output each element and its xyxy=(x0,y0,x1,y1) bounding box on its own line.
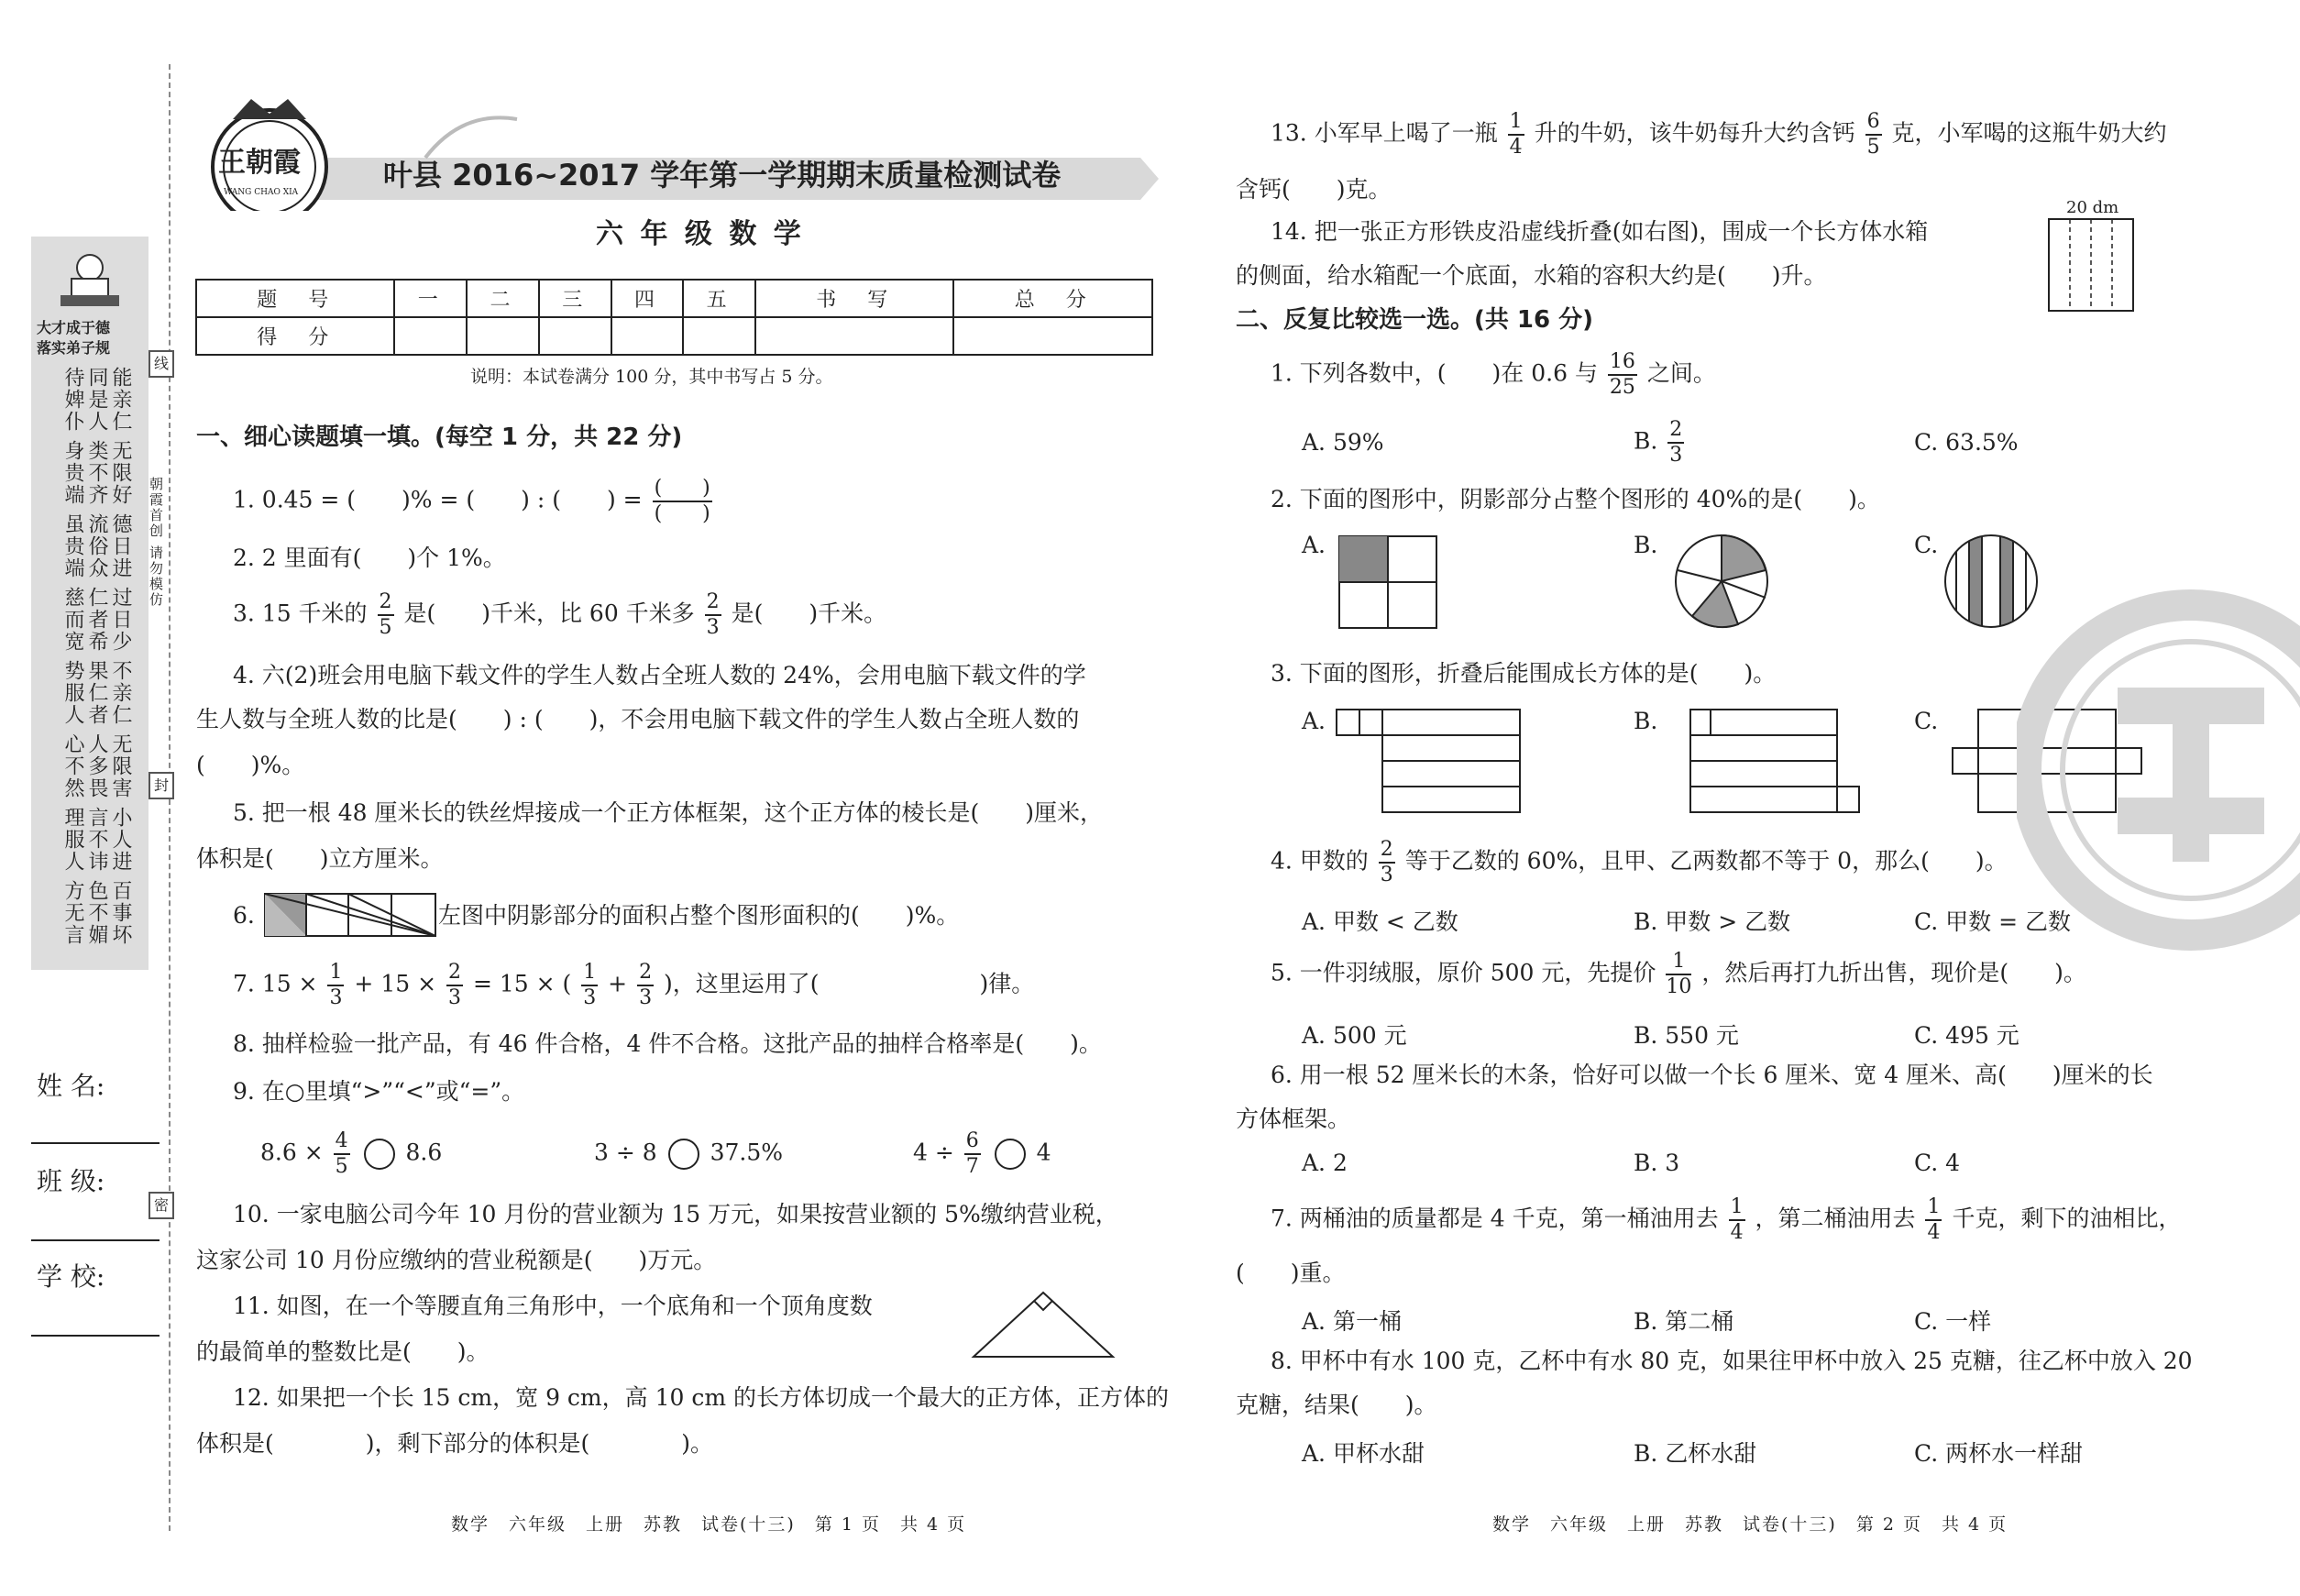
score-cell[interactable] xyxy=(611,317,684,355)
q2-1-option-c[interactable]: C. 63.5% xyxy=(1914,429,2019,456)
q2-1-option-a[interactable]: A. 59% xyxy=(1302,429,1384,456)
frac-denominator: 25 xyxy=(1609,376,1635,399)
frac-denominator: ( ) xyxy=(654,502,710,525)
q2-5-option-a[interactable]: A. 500 元 xyxy=(1302,1022,1407,1049)
frac-denominator: 3 xyxy=(1669,444,1683,467)
score-table-header-row xyxy=(196,280,1152,317)
compare-circle[interactable] xyxy=(995,1139,1026,1170)
q1-10-line2: 这家公司 10 月份应缴纳的营业税额是( )万元。 xyxy=(196,1247,717,1273)
q2-6-option-c[interactable]: C. 4 xyxy=(1914,1150,1961,1176)
q1-3 xyxy=(233,592,886,638)
q2-7-line2: ( )重。 xyxy=(1236,1260,1346,1286)
score-table-header-cell: 三 xyxy=(539,280,611,317)
compare-circle[interactable] xyxy=(364,1139,395,1170)
exam-note: 说明：本试卷满分 100 分，其中书写占 5 分。 xyxy=(470,367,833,387)
q2-7-b: ，第二桶油用去 xyxy=(1755,1205,1916,1232)
seal-box-3: 密 xyxy=(149,1192,174,1219)
q1-7-d: + xyxy=(608,970,628,997)
sidebar-rule-text: 色不媚 xyxy=(85,880,108,946)
seal-box-1: 线 xyxy=(149,350,174,378)
sidebar-rule-text: 势服人 xyxy=(61,660,84,726)
frac-numerator: 2 xyxy=(1379,840,1395,864)
frac-numerator: ( ) xyxy=(653,479,712,502)
sidebar-rule-text: 慈而宽 xyxy=(61,587,84,653)
fraction-2-3 xyxy=(1667,420,1684,466)
frac-denominator: 5 xyxy=(379,616,392,639)
score-table-score-row xyxy=(196,317,1152,355)
sidebar-rule-text: 小人进 xyxy=(109,807,132,873)
q2-8-option-c[interactable]: C. 两杯水一样甜 xyxy=(1914,1440,2084,1467)
sidebar-rule-text: 能亲仁 xyxy=(109,367,132,433)
sidebar-rule-text: 百事坏 xyxy=(109,880,132,946)
q1-7-e: )，这里运用了( )律。 xyxy=(664,970,1035,997)
cuboid-net-a-figure xyxy=(1335,708,1527,814)
motto-2: 落实弟子规 xyxy=(37,339,111,357)
q1-1 xyxy=(233,479,715,524)
score-table xyxy=(195,279,1153,356)
sidebar-rule-text: 流俗众 xyxy=(85,513,108,579)
q2-2-option-a[interactable]: A. xyxy=(1302,532,1326,558)
q1-7-b: + 15 × xyxy=(354,970,437,997)
section1-heading: 一、细心读题填一填。(每空 1 分，共 22 分) xyxy=(196,424,683,451)
fraction-2-3 xyxy=(637,963,654,1008)
compare-circle[interactable] xyxy=(668,1139,699,1170)
frac-denominator: 3 xyxy=(706,616,720,639)
score-cell[interactable] xyxy=(683,317,755,355)
frac-denominator: 3 xyxy=(1380,864,1393,886)
frac-numerator: 1 xyxy=(1508,112,1524,136)
q2-5-a: 5. 一件羽绒服，原价 500 元，先提价 xyxy=(1271,959,1656,986)
q2-3-option-c[interactable]: C. xyxy=(1914,708,1939,734)
footer-page1: 数学 六年级 上册 苏教 试卷(十三) 第 1 页 共 4 页 xyxy=(451,1514,967,1535)
q1-14-line2: 的侧面，给水箱配一个底面，水箱的容积大约是( )升。 xyxy=(1236,262,1827,289)
score-table-header-cell: 总 分 xyxy=(953,280,1152,317)
fraction-1-3 xyxy=(327,963,344,1008)
q1-2: 2. 2 里面有( )个 1%。 xyxy=(233,545,506,571)
sidebar-rule-text: 仁者希 xyxy=(85,587,108,653)
score-table-header-cell: 题 号 xyxy=(196,280,394,317)
q1-6-text: 左图中阴影部分的面积占整个图形面积的( )%。 xyxy=(438,902,960,929)
frac-denominator: 5 xyxy=(1866,136,1880,159)
class-label: 班 级: xyxy=(37,1166,105,1196)
frac-numerator: 16 xyxy=(1608,352,1637,376)
q2-7-c: 千克，剩下的油相比， xyxy=(1952,1205,2182,1232)
q2-8-option-a[interactable]: A. 甲杯水甜 xyxy=(1302,1440,1425,1467)
option-letter: B. xyxy=(1634,427,1658,455)
sidebar-rule-text: 不亲仁 xyxy=(109,660,132,726)
frac-denominator: 7 xyxy=(965,1155,979,1178)
score-cell[interactable] xyxy=(394,317,467,355)
sidebar-rule-text: 待婢仆 xyxy=(61,367,84,433)
q2-4-option-a[interactable]: A. 甲数 < 乙数 xyxy=(1302,908,1458,935)
copyright-note: 朝霞首创 请勿模仿 xyxy=(148,477,164,608)
logo-text: 王朝霞 xyxy=(218,147,301,179)
sidebar-rule-text: 果仁者 xyxy=(85,660,108,726)
q2-8-line1: 8. 甲杯中有水 100 克，乙杯中有水 80 克，如果往甲杯中放入 25 克糖，往乙杯中放入 20 xyxy=(1271,1348,2193,1374)
frac-numerator: 2 xyxy=(378,592,394,616)
q2-8-line2: 克糖，结果( )。 xyxy=(1236,1392,1437,1418)
fraction-1-3 xyxy=(581,963,598,1008)
frac-denominator: 4 xyxy=(1927,1221,1941,1244)
q1-3-text-c: 是( )千米。 xyxy=(731,600,887,627)
section2-heading: 二、反复比较选一选。(共 16 分) xyxy=(1236,306,1594,334)
q2-1-option-b[interactable] xyxy=(1634,420,1687,466)
q2-6-line2: 方体框架。 xyxy=(1236,1106,1351,1132)
exam-subject: 六 年 级 数 学 xyxy=(596,218,805,250)
q1-13-line2: 含钙( )克。 xyxy=(1236,176,1392,203)
score-row-label: 得 分 xyxy=(196,317,394,355)
q2-1 xyxy=(1271,352,1716,398)
cuboid-net-b-figure xyxy=(1689,708,1863,814)
q13-a: 13. 小军早上喝了一瓶 xyxy=(1271,119,1498,147)
q2-2-option-b[interactable]: B. xyxy=(1634,532,1658,558)
q1-6-number: 6. xyxy=(233,902,255,929)
frac-denominator: 10 xyxy=(1666,975,1692,998)
frac-denominator: 3 xyxy=(583,986,597,1009)
q13-c: 克，小军喝的这瓶牛奶大约 xyxy=(1891,119,2167,147)
q2-6-option-b[interactable]: B. 3 xyxy=(1634,1150,1680,1176)
q1-4-line1: 4. 六(2)班会用电脑下载文件的学生人数占全班人数的 24%，会用电脑下载文件的学 xyxy=(233,662,1086,688)
score-cell[interactable] xyxy=(539,317,611,355)
fraction-2-3 xyxy=(446,963,463,1008)
score-table-header-cell: 四 xyxy=(611,280,684,317)
q2-3-option-a[interactable]: A. xyxy=(1302,708,1326,734)
sidebar-rule-text: 虽贵端 xyxy=(61,513,84,579)
sidebar-panel xyxy=(31,237,149,970)
q1-9: 9. 在○里填“>”“<”或“=”。 xyxy=(233,1078,525,1105)
frac-numerator: 4 xyxy=(334,1131,350,1155)
score-cell[interactable] xyxy=(467,317,539,355)
q1-11-line1: 11. 如图，在一个等腰直角三角形中，一个底角和一个顶角度数 xyxy=(233,1293,873,1319)
fraction-6-5 xyxy=(1865,112,1882,158)
frac-numerator: 1 xyxy=(1925,1197,1942,1221)
q2-5 xyxy=(1271,952,2086,997)
q1-7-a: 7. 15 × xyxy=(233,970,318,997)
q2-4-b: 等于乙数的 60%，且甲、乙两数都不等于 0，那么( )。 xyxy=(1404,847,2008,875)
q1-3-text-a: 3. 15 千米的 xyxy=(233,600,368,627)
q1-1-text: 1. 0.45 = ( )% = ( ) : ( ) = xyxy=(233,486,643,513)
isosceles-right-triangle-figure xyxy=(970,1287,1117,1360)
q9a-left: 8.6 × xyxy=(260,1139,324,1166)
q2-7-option-c[interactable]: C. 一样 xyxy=(1914,1308,1992,1335)
q1-5-line1: 5. 把一根 48 厘米长的铁丝焊接成一个正方体框架，这个正方体的棱长是( )厘米， xyxy=(233,799,1104,826)
q2-3-option-b[interactable]: B. xyxy=(1634,708,1658,734)
q2-1-a: 1. 下列各数中，( )在 0.6 与 xyxy=(1271,359,1598,387)
school-input-line[interactable] xyxy=(31,1335,160,1337)
frac-denominator: 4 xyxy=(1509,136,1523,159)
q9b-left: 3 ÷ 8 xyxy=(594,1139,657,1166)
q1-11-line2: 的最简单的整数比是( )。 xyxy=(196,1338,490,1365)
q14-folding-sheet-figure xyxy=(2048,218,2134,312)
footer-page2: 数学 六年级 上册 苏教 试卷(十三) 第 2 页 共 4 页 xyxy=(1492,1514,2008,1535)
sidebar-rule-text: 心不然 xyxy=(61,733,84,799)
frac-denominator: 4 xyxy=(1730,1221,1744,1244)
frac-numerator: 6 xyxy=(1865,112,1882,136)
frac-numerator: 2 xyxy=(446,963,463,986)
score-table-header-cell: 五 xyxy=(683,280,755,317)
score-cell[interactable] xyxy=(755,317,953,355)
frac-numerator: 6 xyxy=(964,1131,981,1155)
q2-5-b: ，然后再打九折出售，现价是( )。 xyxy=(1701,959,2086,986)
sidebar-rule-text: 类不齐 xyxy=(85,440,108,506)
score-table-header-cell: 一 xyxy=(394,280,467,317)
sidebar-rule-text: 过日少 xyxy=(109,587,132,653)
fraction-1-4 xyxy=(1508,112,1524,158)
confidential-stamp-icon xyxy=(2017,587,2300,953)
q9c-right: 4 xyxy=(1036,1139,1051,1166)
q1-4-line3: ( )%。 xyxy=(196,752,305,778)
q2-6-option-a[interactable]: A. 2 xyxy=(1302,1150,1348,1176)
class-input-line[interactable] xyxy=(31,1239,160,1241)
fraction-2-3 xyxy=(705,592,721,638)
frac-numerator: 1 xyxy=(1666,952,1691,975)
q1-14-line1: 14. 把一张正方形铁皮沿虚线折叠(如右图)，围成一个长方体水箱 xyxy=(1271,218,1929,245)
fraction-6-7 xyxy=(964,1131,981,1177)
sidebar-rule-text: 德日进 xyxy=(109,513,132,579)
fraction-1-4 xyxy=(1925,1197,1942,1243)
q1-9b xyxy=(594,1139,783,1170)
fraction-4-5 xyxy=(334,1131,350,1177)
q2-8-option-b[interactable]: B. 乙杯水甜 xyxy=(1634,1440,1757,1467)
fraction-2-5 xyxy=(378,592,394,638)
sidebar-rule-text: 身贵端 xyxy=(61,440,84,506)
seal-box-2: 封 xyxy=(149,772,174,799)
q1-7-c: = 15 × ( xyxy=(472,970,572,997)
q1-7 xyxy=(233,963,1034,1008)
sidebar-rule-text: 同是人 xyxy=(85,367,108,433)
q2-3: 3. 下面的图形，折叠后能围成长方体的是( )。 xyxy=(1271,660,1777,687)
frac-denominator: 5 xyxy=(335,1155,348,1178)
header-banner xyxy=(187,92,1159,211)
sidebar-rule-text: 方无言 xyxy=(61,880,84,946)
q1-12-line2: 体积是( )，剩下部分的体积是( )。 xyxy=(196,1430,714,1457)
q1-13-line1 xyxy=(1271,112,2167,158)
q2-4-option-b[interactable]: B. 甲数 > 乙数 xyxy=(1634,908,1791,935)
q9a-right: 8.6 xyxy=(405,1139,443,1166)
q1-8: 8. 抽样检验一批产品，有 46 件合格，4 件不合格。这批产品的抽样合格率是( )。 xyxy=(233,1030,1102,1057)
q2-4-a: 4. 甲数的 xyxy=(1271,847,1369,875)
name-label: 姓 名: xyxy=(37,1071,105,1101)
q2-5-option-b[interactable]: B. 550 元 xyxy=(1634,1022,1739,1049)
q1-9c xyxy=(913,1131,1051,1177)
fraction-1-4 xyxy=(1729,1197,1745,1243)
blank-fraction xyxy=(653,479,712,524)
q2-2-option-c[interactable]: C. xyxy=(1914,532,1939,558)
q2-7-option-b[interactable]: B. 第二桶 xyxy=(1634,1308,1734,1335)
student-reading-icon xyxy=(53,248,127,312)
logo-subtext: WANG CHAO XIA xyxy=(224,188,299,197)
q13-b: 升的牛奶，该牛奶每升大约含钙 xyxy=(1534,119,1855,147)
sidebar-rule-text: 无限害 xyxy=(109,733,132,799)
fraction-1-10 xyxy=(1666,952,1691,997)
q1-9a xyxy=(260,1131,442,1177)
q2-7-a: 7. 两桶油的质量都是 4 千克，第一桶油用去 xyxy=(1271,1205,1719,1232)
q2-6-line1: 6. 用一根 52 厘米长的木条，恰好可以做一个长 6 厘米、宽 4 厘米、高( )厘米的长 xyxy=(1271,1062,2153,1088)
q1-5-line2: 体积是( )立方厘米。 xyxy=(196,845,444,872)
sidebar-rule-text: 理服人 xyxy=(61,807,84,873)
q1-4-line2: 生人数与全班人数的比是( ) : ( )，不会用电脑下载文件的学生人数占全班人数的 xyxy=(196,706,1080,732)
q1-3-text-b: 是( )千米，比 60 千米多 xyxy=(403,600,695,627)
exam-title: 叶县 2016~2017 学年第一学期期末质量检测试卷 xyxy=(383,158,1062,193)
frac-denominator: 3 xyxy=(329,986,343,1009)
sidebar-rule-text: 言不讳 xyxy=(85,807,108,873)
frac-numerator: 2 xyxy=(1667,420,1684,444)
q2-2: 2. 下面的图形中，阴影部分占整个图形的 40%的是( )。 xyxy=(1271,486,1880,512)
score-table-header-cell: 书 写 xyxy=(755,280,953,317)
score-table-header-cell: 二 xyxy=(467,280,539,317)
sidebar-rule-text: 无限好 xyxy=(109,440,132,506)
frac-numerator: 2 xyxy=(705,592,721,616)
shaded-square-grid-figure xyxy=(1338,535,1437,629)
q9b-right: 37.5% xyxy=(710,1139,783,1166)
q2-1-b: 之间。 xyxy=(1646,359,1716,387)
frac-numerator: 1 xyxy=(327,963,344,986)
frac-numerator: 1 xyxy=(1729,1197,1745,1221)
sidebar-rule-text: 人多畏 xyxy=(85,733,108,799)
q9c-left: 4 ÷ xyxy=(913,1139,954,1166)
motto-1: 大才成于德 xyxy=(37,319,111,336)
q1-12-line1: 12. 如果把一个长 15 cm，宽 9 cm，高 10 cm 的长方体切成一个最大的正方体，正方体的 xyxy=(233,1384,1169,1411)
q2-4 xyxy=(1271,840,2008,886)
q2-5-option-c[interactable]: C. 495 元 xyxy=(1914,1022,2019,1049)
name-input-line[interactable] xyxy=(31,1142,160,1144)
q14-dimension-label: 20 dm xyxy=(2066,198,2119,217)
frac-denominator: 3 xyxy=(447,986,461,1009)
q2-4-option-c[interactable]: C. 甲数 = 乙数 xyxy=(1914,908,2071,935)
q6-shaded-rectangle-figure xyxy=(264,893,436,937)
shaded-pie-circle-figure xyxy=(1674,534,1769,629)
frac-denominator: 3 xyxy=(639,986,653,1009)
school-label: 学 校: xyxy=(37,1261,105,1292)
frac-numerator: 2 xyxy=(637,963,654,986)
q2-7-option-a[interactable]: A. 第一桶 xyxy=(1302,1308,1402,1335)
q2-7-line1 xyxy=(1271,1197,2181,1243)
fraction-16-25 xyxy=(1608,352,1637,398)
q1-10-line1: 10. 一家电脑公司今年 10 月份的营业额为 15 万元，如果按营业额的 5%缴纳营业税， xyxy=(233,1201,1118,1227)
score-cell[interactable] xyxy=(953,317,1152,355)
frac-numerator: 1 xyxy=(581,963,598,986)
fraction-2-3 xyxy=(1379,840,1395,886)
